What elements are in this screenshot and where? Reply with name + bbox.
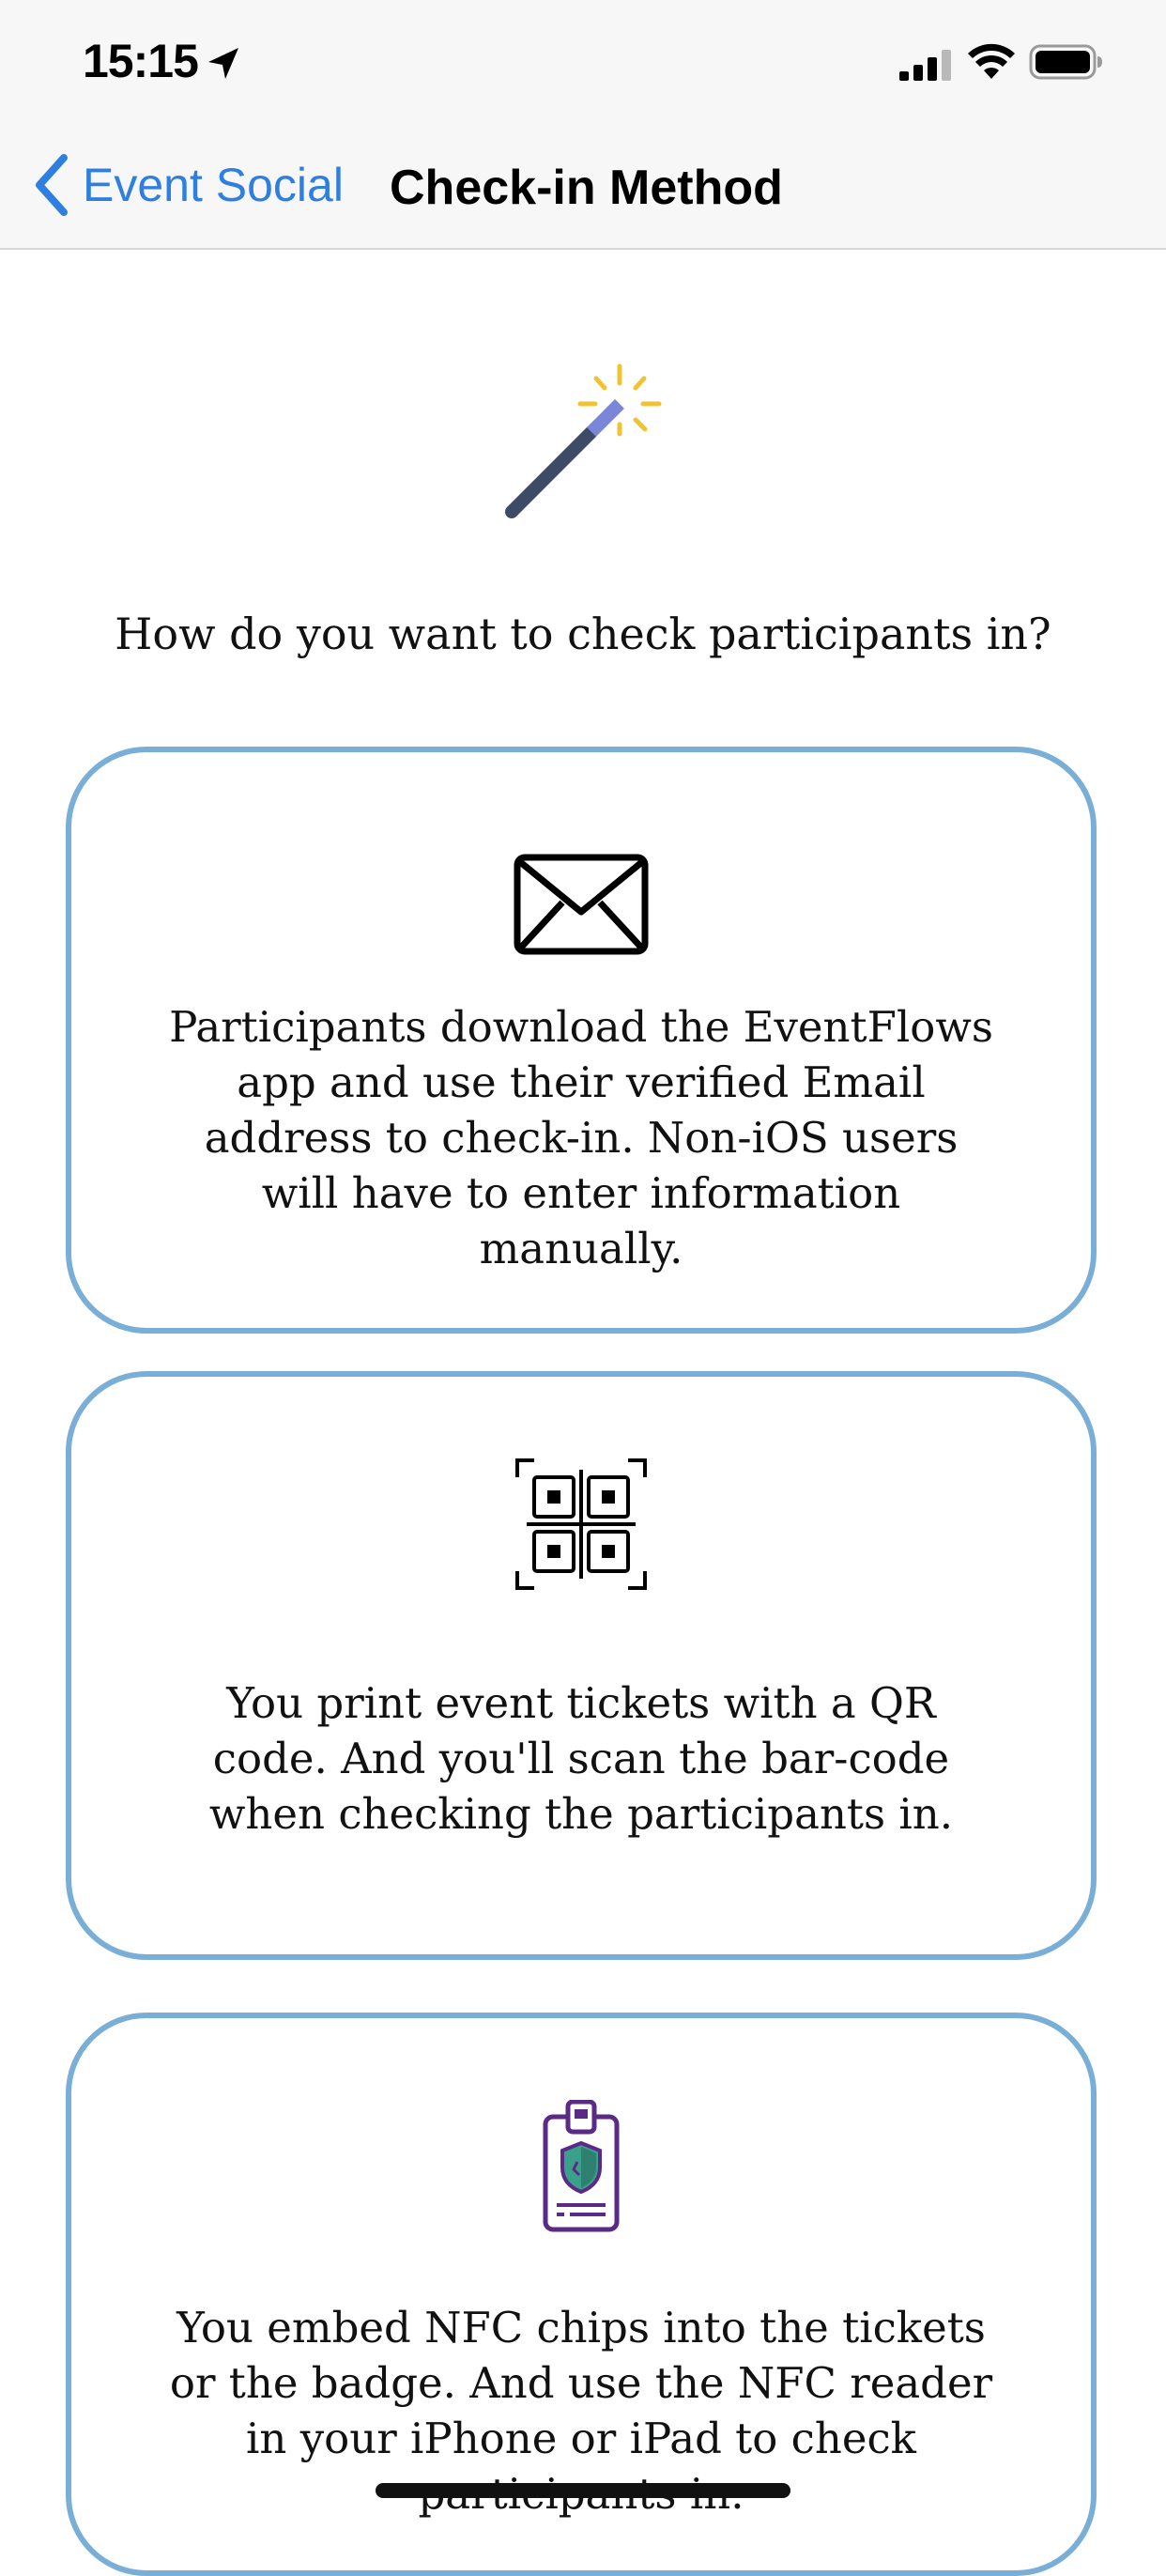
battery-icon	[1029, 43, 1104, 81]
qr-option-description: You print event tickets with a QR code. And you'll scan the bar-code when checking the participants in.	[208, 1678, 954, 1839]
chevron-left-icon	[32, 154, 69, 216]
status-bar	[0, 0, 1166, 124]
check-in-question: How do you want to check participants in?	[115, 609, 1051, 659]
envelope-icon	[514, 854, 649, 955]
nfc-option-description: You embed NFC chips into the tickets or the badge. And use the NFC reader in your iPhone or iPad to check	[169, 2303, 993, 2463]
back-button[interactable]	[32, 152, 344, 218]
qr-code-icon	[514, 1457, 649, 1592]
home-indicator[interactable]	[376, 2483, 790, 2498]
qr-code-checkin-option[interactable]	[66, 1371, 1097, 1960]
navigation-bar	[0, 124, 1166, 250]
badge-icon	[542, 2100, 621, 2233]
back-button-label: Event Social	[83, 159, 344, 211]
magic-wand-icon	[488, 347, 676, 535]
cellular-signal-icon	[899, 49, 952, 81]
email-option-description: Participants download the EventFlows app and use their verified Email address to check-in. Non-iOS users will have to enter information manually.	[169, 1002, 993, 1273]
email-checkin-option[interactable]	[66, 747, 1097, 1334]
status-time: 15:15	[83, 35, 198, 87]
location-arrow-icon	[205, 45, 242, 83]
wifi-icon	[967, 43, 1016, 81]
page-title: Check-in Method	[390, 161, 783, 215]
